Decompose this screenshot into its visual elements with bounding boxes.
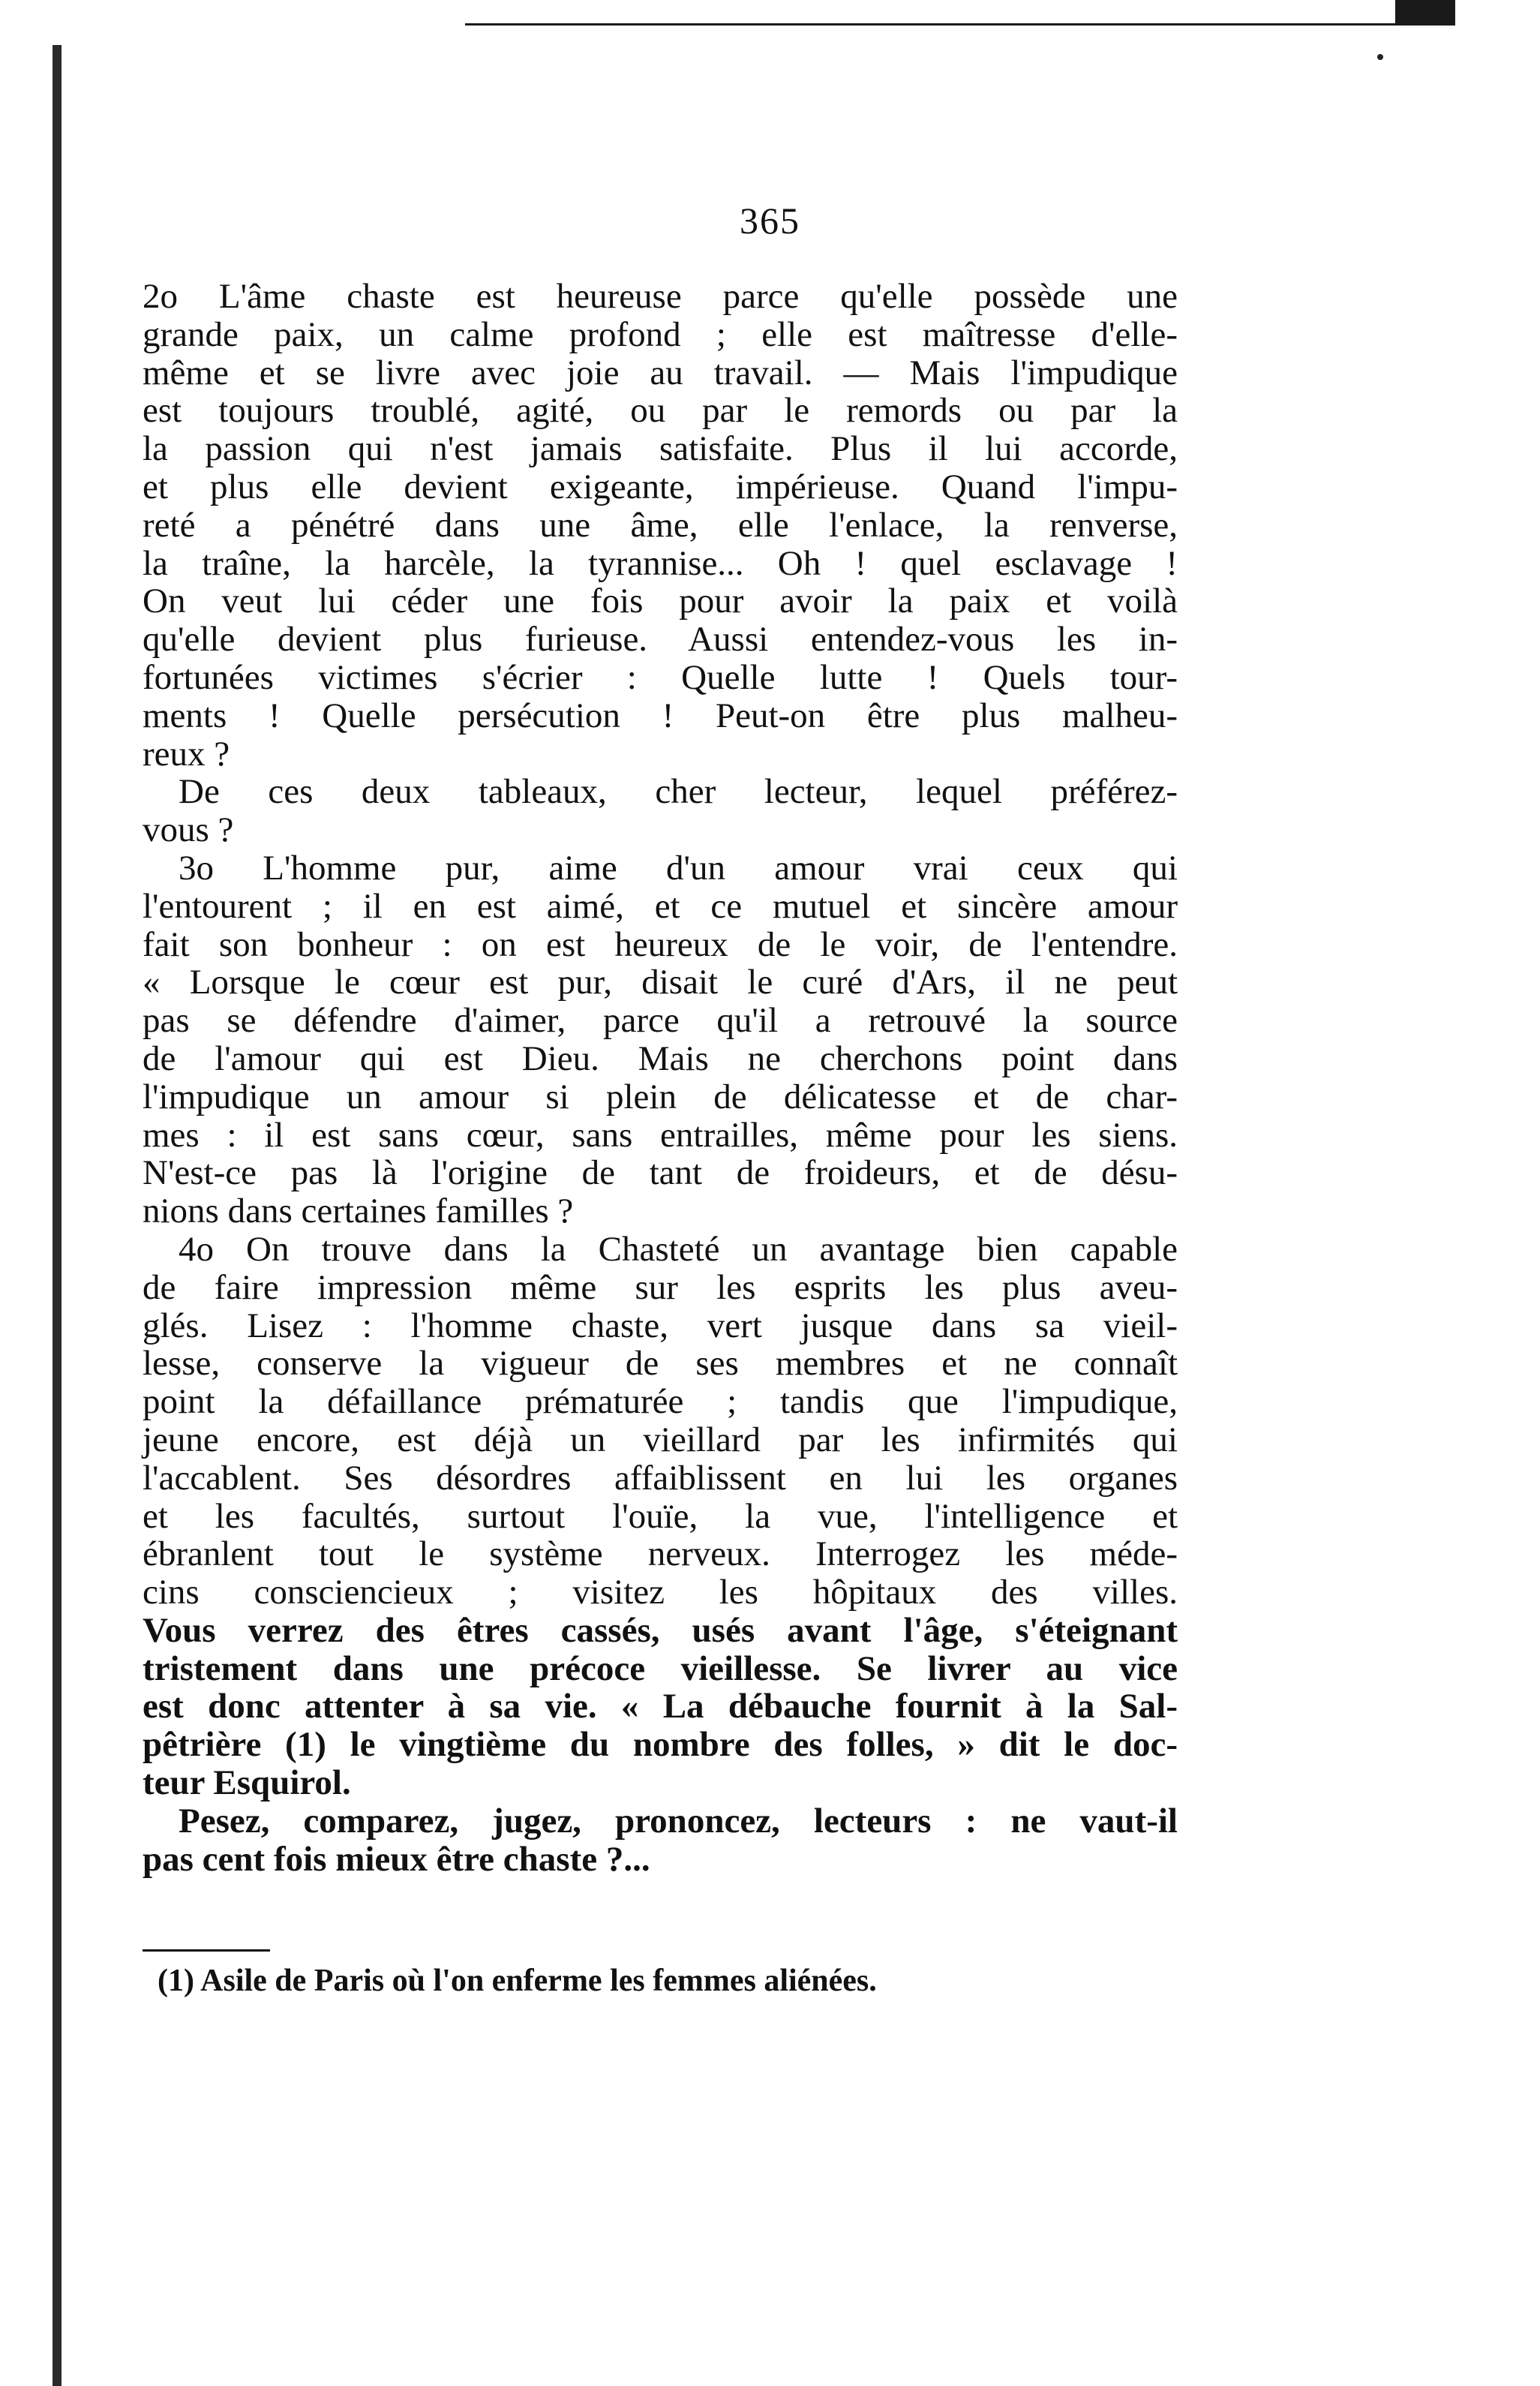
- body-line: ments ! Quelle persécution ! Peut-on être plus malheu-: [143, 696, 1178, 735]
- body-line: Vous verrez des êtres cassés, usés avant l'âge, s'éteignant: [143, 1610, 1178, 1650]
- body-line: fortunées victimes s'écrier : Quelle lutte ! Quels tour-: [143, 657, 1178, 697]
- body-line: de faire impression même sur les esprits les plus aveu-: [143, 1267, 1178, 1307]
- body-line: la passion qui n'est jamais satisfaite. Plus il lui accorde,: [143, 429, 1178, 469]
- body-line: pas cent fois mieux être chaste ?...: [143, 1839, 650, 1879]
- top-scan-mark: [1395, 0, 1455, 26]
- body-line: même et se livre avec joie au travail. — Mais l'impudique: [143, 353, 1178, 392]
- top-rule: [465, 0, 1455, 26]
- footnote-rule: [143, 1949, 270, 1952]
- body-line: est donc attenter à sa vie. « La débauche fournit à la Sal-: [143, 1687, 1178, 1726]
- body-line: glés. Lisez : l'homme chaste, vert jusque dans sa vieil-: [143, 1306, 1178, 1345]
- body-line: lesse, conserve la vigueur de ses membres et ne connaît: [143, 1344, 1178, 1384]
- body-line: ébranlent tout le système nerveux. Interrogez les méde-: [143, 1534, 1178, 1574]
- body-text: [143, 278, 1178, 1878]
- body-line: cins consciencieux ; visitez les hôpitaux des villes.: [143, 1573, 1178, 1612]
- body-line: Pesez, comparez, jugez, prononcez, lecteurs : ne vaut-il: [179, 1801, 1178, 1841]
- body-line: est toujours troublé, agité, ou par le remords ou par la: [143, 391, 1178, 431]
- body-line: De ces deux tableaux, cher lecteur, lequel préférez-: [179, 772, 1178, 812]
- body-line: grande paix, un calme profond ; elle est maîtresse d'elle-: [143, 314, 1178, 354]
- page-number: 365: [740, 200, 800, 242]
- left-scan-edge: [53, 45, 62, 2386]
- body-line: fait son bonheur : on est heureux de le voir, de l'entendre.: [143, 924, 1178, 964]
- body-line: reux ?: [143, 734, 230, 774]
- body-line: On veut lui céder une fois pour avoir la paix et voilà: [143, 581, 1178, 621]
- body-line: de l'amour qui est Dieu. Mais ne cherchons point dans: [143, 1038, 1178, 1078]
- body-line: vous ?: [143, 810, 234, 850]
- body-line: 2o L'âme chaste est heureuse parce qu'elle possède une: [143, 277, 1178, 316]
- body-line: et les facultés, surtout l'ouïe, la vue, l'intelligence et: [143, 1496, 1178, 1536]
- body-line: N'est-ce pas là l'origine de tant de froideurs, et de désu-: [143, 1153, 1178, 1193]
- scan-dot: [1377, 54, 1383, 60]
- body-line: « Lorsque le cœur est pur, disait le curé d'Ars, il ne peut: [143, 963, 1178, 1002]
- body-line: la traîne, la harcèle, la tyrannise... Oh ! quel esclavage !: [143, 543, 1178, 583]
- footnote: (1) Asile de Paris où l'on enferme les femmes aliénées.: [158, 1964, 877, 1998]
- body-line: l'entourent ; il en est aimé, et ce mutuel et sincère amour: [143, 886, 1178, 926]
- body-line: teur Esquirol.: [143, 1763, 351, 1803]
- body-line: pêtrière (1) le vingtième du nombre des folles, » dit le doc-: [143, 1725, 1178, 1765]
- body-line: tristement dans une précoce vieillesse. Se livrer au vice: [143, 1648, 1178, 1688]
- body-line: mes : il est sans cœur, sans entrailles, même pour les siens.: [143, 1115, 1178, 1155]
- body-line: 4o On trouve dans la Chasteté un avantage bien capable: [179, 1229, 1178, 1269]
- body-line: point la défaillance prématurée ; tandis que l'impudique,: [143, 1382, 1178, 1422]
- body-line: 3o L'homme pur, aime d'un amour vrai ceux qui: [179, 848, 1178, 888]
- body-line: l'accablent. Ses désordres affaiblissent en lui les organes: [143, 1458, 1178, 1498]
- body-line: jeune encore, est déjà un vieillard par les infirmités qui: [143, 1420, 1178, 1459]
- body-line: et plus elle devient exigeante, impérieuse. Quand l'impu-: [143, 467, 1178, 506]
- body-line: reté a pénétré dans une âme, elle l'enlace, la renverse,: [143, 505, 1178, 545]
- body-line: nions dans certaines familles ?: [143, 1191, 574, 1231]
- body-line: pas se défendre d'aimer, parce qu'il a retrouvé la source: [143, 1001, 1178, 1041]
- body-line: qu'elle devient plus furieuse. Aussi entendez-vous les in-: [143, 620, 1178, 660]
- body-line: l'impudique un amour si plein de délicatesse et de char-: [143, 1077, 1178, 1116]
